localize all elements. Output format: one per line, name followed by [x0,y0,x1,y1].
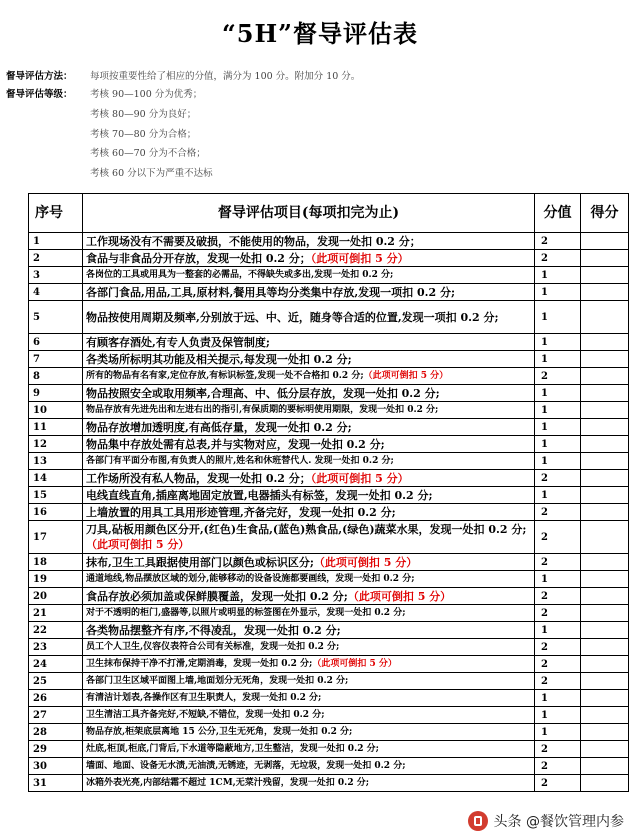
row-got-score[interactable] [581,554,629,571]
row-item [83,724,535,741]
table-row [29,504,629,521]
row-got-score[interactable] [581,521,629,554]
row-item [83,622,535,639]
row-got-score[interactable] [581,588,629,605]
table-row [29,453,629,470]
table-row [29,267,629,284]
table-row [29,673,629,690]
table-row [29,571,629,588]
row-score: 1 [535,385,581,402]
header-got: 得分 [581,194,629,233]
row-number: 10 [29,402,83,419]
row-item [83,605,535,622]
header-score: 分值 [535,194,581,233]
method-label: 督导评估方法： [6,71,73,82]
row-item-text: 卫生清洁工具齐备完好,不短缺,不错位，发现一处扣 0.2 分; [86,709,325,720]
row-got-score[interactable] [581,368,629,385]
row-number: 7 [29,351,83,368]
row-item-text: 物品按使用周期及频率,分别放于远、中、近，随身等合适的位置,发现一项扣 0.2 分; [86,310,499,324]
grade-line-2: 考核 70—80 分为合格； [90,128,197,140]
row-number: 9 [29,385,83,402]
row-item [83,758,535,775]
row-item-text: 物品存放,柜架底层离地 15 公分,卫生无死角，发现一处扣 0.2 分; [86,726,353,737]
row-score: 1 [535,436,581,453]
table-header-row [29,194,629,233]
row-got-score[interactable] [581,605,629,622]
row-number: 4 [29,284,83,301]
row-number: 14 [29,470,83,487]
row-got-score[interactable] [581,758,629,775]
row-got-score[interactable] [581,707,629,724]
grade-line-4: 考核 60 分以下为严重不达标 [90,167,213,179]
row-item-text: 灶底,柜顶,柜底,门背后,下水道等隐蔽地方,卫生整洁，发现一处扣 0.2 分; [86,743,379,754]
row-number: 20 [29,588,83,605]
row-item-text: 冰箱外表光亮,内部结霜不超过 1CM,无菜汁残留，发现一处扣 0.2 分; [86,777,370,788]
row-number: 31 [29,775,83,792]
table-row [29,639,629,656]
row-item [83,487,535,504]
row-penalty-note: （此项可倒扣 5 分） [310,471,409,485]
row-score: 1 [535,724,581,741]
row-number: 18 [29,554,83,571]
row-number: 5 [29,301,83,334]
row-score: 1 [535,402,581,419]
row-got-score[interactable] [581,284,629,301]
row-score: 1 [535,571,581,588]
table-row [29,656,629,673]
row-score: 1 [535,284,581,301]
row-number: 26 [29,690,83,707]
row-item [83,233,535,250]
header-item: 督导评估项目(每项扣完为止) [83,194,535,233]
row-got-score[interactable] [581,334,629,351]
toutiao-logo-icon [468,811,488,831]
grade-label: 督导评估等级： [6,89,73,100]
table-row [29,487,629,504]
row-got-score[interactable] [581,571,629,588]
row-score: 1 [535,267,581,284]
table-row [29,301,629,334]
row-number: 27 [29,707,83,724]
row-item-text: 上墙放置的用具工具用形迹管理,齐备完好，发现一处扣 0.2 分; [86,505,396,519]
row-item [83,521,535,554]
row-penalty-note: （此项可倒扣 5 分） [312,658,397,669]
row-item [83,504,535,521]
row-score: 1 [535,351,581,368]
row-item-text: 食品与非食品分开存放，发现一处扣 0.2 分； [86,251,311,265]
row-item [83,301,535,334]
row-score: 2 [535,368,581,385]
table-row [29,436,629,453]
row-got-score[interactable] [581,741,629,758]
grade-list [90,105,213,183]
grade-line [6,86,202,103]
row-penalty-note: （此项可倒扣 5 分） [363,370,449,381]
table-row [29,605,629,622]
row-item-text: 有清洁计划表,各操作区有卫生职责人，发现一处扣 0.2 分; [86,692,322,703]
page-title: “5H”督导评估表 [222,19,418,48]
table-row [29,334,629,351]
row-item-text: 墙面、地面、设备无水渍,无油渍,无锈迹，无剥落，无垃圾，发现一处扣 0.2 分; [86,760,406,771]
row-item-text: 刀具,砧板用颜色区分开,(红色)生食品,(蓝色)熟食品,(绿色)蔬菜水果，发现一处扣 0.2 分; [86,523,527,536]
table-row [29,775,629,792]
row-got-score[interactable] [581,402,629,419]
row-number: 13 [29,453,83,470]
row-item-text: 所有的物品有名有家,定位存放,有标识标签,发现一处不合格扣 0.2 分; [86,370,364,381]
row-score: 1 [535,622,581,639]
row-got-score[interactable] [581,504,629,521]
row-item [83,334,535,351]
table-row [29,622,629,639]
row-got-score[interactable] [581,301,629,334]
row-item [83,707,535,724]
row-item-text: 卫生抹布保持干净不打滑,定期消毒，发现一处扣 0.2 分; [86,658,313,669]
row-got-score[interactable] [581,724,629,741]
table-row [29,351,629,368]
row-score: 1 [535,334,581,351]
row-got-score[interactable] [581,470,629,487]
row-item-text: 各部门卫生区域平面图上墙,地面划分无死角，发现一处扣 0.2 分; [86,675,349,686]
method-text: 每项按重要性给了相应的分值，满分为 100 分。附加分 10 分。 [90,71,361,82]
row-score: 2 [535,605,581,622]
row-score: 1 [535,690,581,707]
row-number: 21 [29,605,83,622]
row-item-text: 物品集中存放处需有总表,并与实物对应，发现一处扣 0.2 分; [86,437,385,451]
row-item-text: 各部门有平面分布图,有负责人的照片,姓名和休班替代人. 发现一处扣 0.2 分; [86,455,394,466]
row-score: 2 [535,504,581,521]
row-score: 2 [535,775,581,792]
row-item [83,571,535,588]
row-item [83,368,535,385]
table-row [29,690,629,707]
table-row [29,521,629,554]
row-score: 2 [535,554,581,571]
row-score: 2 [535,639,581,656]
row-item [83,351,535,368]
row-number: 25 [29,673,83,690]
row-got-score[interactable] [581,453,629,470]
row-item-text: 工作场所没有私人物品，发现一处扣 0.2 分； [86,471,311,485]
row-number: 15 [29,487,83,504]
row-item-text: 各类物品摆整齐有序,不得凌乱，发现一处扣 0.2 分; [86,623,341,637]
table-row [29,470,629,487]
row-number: 23 [29,639,83,656]
row-score: 1 [535,453,581,470]
row-item [83,385,535,402]
row-penalty-note: （此项可倒扣 5 分） [310,251,409,265]
row-item-text: 通道地线,物品摆放区域的划分,能够移动的设备设施都要画线，发现一处扣 0.2 分; [86,573,415,584]
row-item-text: 物品存放有先进先出和左进右出的指引,有保质期的要标明使用期限，发现一处扣 0.2 分; [86,404,439,415]
row-item-text: 对于不透明的柜门,盛器等,以照片或明显的标签图在外显示，发现一处扣 0.2 分; [86,607,406,618]
row-item [83,470,535,487]
row-item [83,402,535,419]
row-penalty-note: （此项可倒扣 5 分） [347,589,452,603]
row-number: 12 [29,436,83,453]
row-item-text: 抹布,卫生工具跟据使用部门以颜色或标识区分; [86,555,314,569]
row-item-text: 物品存放增加透明度,有高低存量，发现一处扣 0.2 分; [86,420,352,434]
row-score: 2 [535,521,581,554]
table-row [29,419,629,436]
row-got-score[interactable] [581,775,629,792]
row-item [83,588,535,605]
row-number: 8 [29,368,83,385]
table-row [29,758,629,775]
row-got-score[interactable] [581,436,629,453]
row-score: 2 [535,470,581,487]
row-item [83,690,535,707]
grade-line-1: 考核 80—90 分为良好； [90,109,197,120]
table-row [29,554,629,571]
table-row [29,284,629,301]
row-got-score[interactable] [581,656,629,673]
evaluation-table [28,193,629,792]
header-no: 序号 [29,194,83,233]
grade-line-0: 考核 90—100 分为优秀； [90,89,203,100]
row-item [83,673,535,690]
row-score: 2 [535,250,581,267]
row-score: 1 [535,707,581,724]
row-penalty-note: （此项可倒扣 5 分） [313,555,418,569]
row-item [83,639,535,656]
table-row [29,233,629,250]
row-item [83,775,535,792]
row-number: 22 [29,622,83,639]
watermark-text: 头条 @餐饮管理内参 [493,814,624,830]
row-score: 2 [535,233,581,250]
row-item-text: 员工个人卫生,仪容仪表符合公司有关标准，发现一处扣 0.2 分; [86,641,340,652]
row-number: 11 [29,419,83,436]
row-item [83,419,535,436]
row-score: 1 [535,301,581,334]
row-item-text: 物品按照安全或取用频率,合理高、中、低分层存放，发现一处扣 0.2 分; [86,386,440,400]
row-item [83,453,535,470]
table-row [29,724,629,741]
row-score: 2 [535,656,581,673]
row-item-text: 电线直线直角,插座离地固定放置,电器插头有标签，发现一处扣 0.2 分; [86,488,433,502]
row-item [83,554,535,571]
row-number: 29 [29,741,83,758]
row-number: 6 [29,334,83,351]
row-number: 3 [29,267,83,284]
row-item [83,436,535,453]
row-item [83,741,535,758]
row-got-score[interactable] [581,351,629,368]
row-item-text: 有顾客存酒处,有专人负责及保管制度; [86,335,270,349]
table-row [29,368,629,385]
row-got-score[interactable] [581,267,629,284]
row-got-score[interactable] [581,250,629,267]
row-item-text: 食品存放必须加盖或保鲜膜覆盖，发现一处扣 0.2 分; [86,589,348,603]
row-got-score[interactable] [581,419,629,436]
table-row [29,402,629,419]
row-number: 2 [29,250,83,267]
table-row [29,385,629,402]
row-item-text: 各岗位的工具或用具为一整套的必需品，不得缺失或多出,发现一处扣 0.2 分; [86,269,394,280]
row-got-score[interactable] [581,639,629,656]
table-row [29,741,629,758]
row-item [83,284,535,301]
table-row [29,707,629,724]
row-got-score[interactable] [581,673,629,690]
row-score: 1 [535,419,581,436]
row-number: 19 [29,571,83,588]
row-number: 28 [29,724,83,741]
row-number: 1 [29,233,83,250]
grade-line-3: 考核 60—70 分为不合格； [90,148,206,159]
row-score: 2 [535,588,581,605]
method-line [6,68,360,85]
row-item-text: 各类场所标明其功能及相关提示,每发现一处扣 0.2 分; [86,352,352,366]
row-got-score[interactable] [581,233,629,250]
row-item [83,267,535,284]
row-score: 2 [535,758,581,775]
row-number: 24 [29,656,83,673]
row-number: 30 [29,758,83,775]
row-penalty-note: （此项可倒扣 5 分） [86,538,190,551]
row-score: 2 [535,741,581,758]
row-item [83,250,535,267]
row-item-text: 各部门食品,用品,工具,原材料,餐用具等均分类集中存放,发现一项扣 0.2 分; [86,285,456,299]
row-got-score[interactable] [581,622,629,639]
row-got-score[interactable] [581,385,629,402]
watermark [462,809,630,833]
row-got-score[interactable] [581,690,629,707]
row-number: 17 [29,521,83,554]
row-number: 16 [29,504,83,521]
row-item [83,656,535,673]
row-got-score[interactable] [581,487,629,504]
table-row [29,588,629,605]
row-item-text: 工作现场没有不需要及破损，不能使用的物品，发现一处扣 0.2 分； [86,234,421,248]
row-score: 1 [535,487,581,504]
table-row [29,250,629,267]
row-score: 2 [535,673,581,690]
